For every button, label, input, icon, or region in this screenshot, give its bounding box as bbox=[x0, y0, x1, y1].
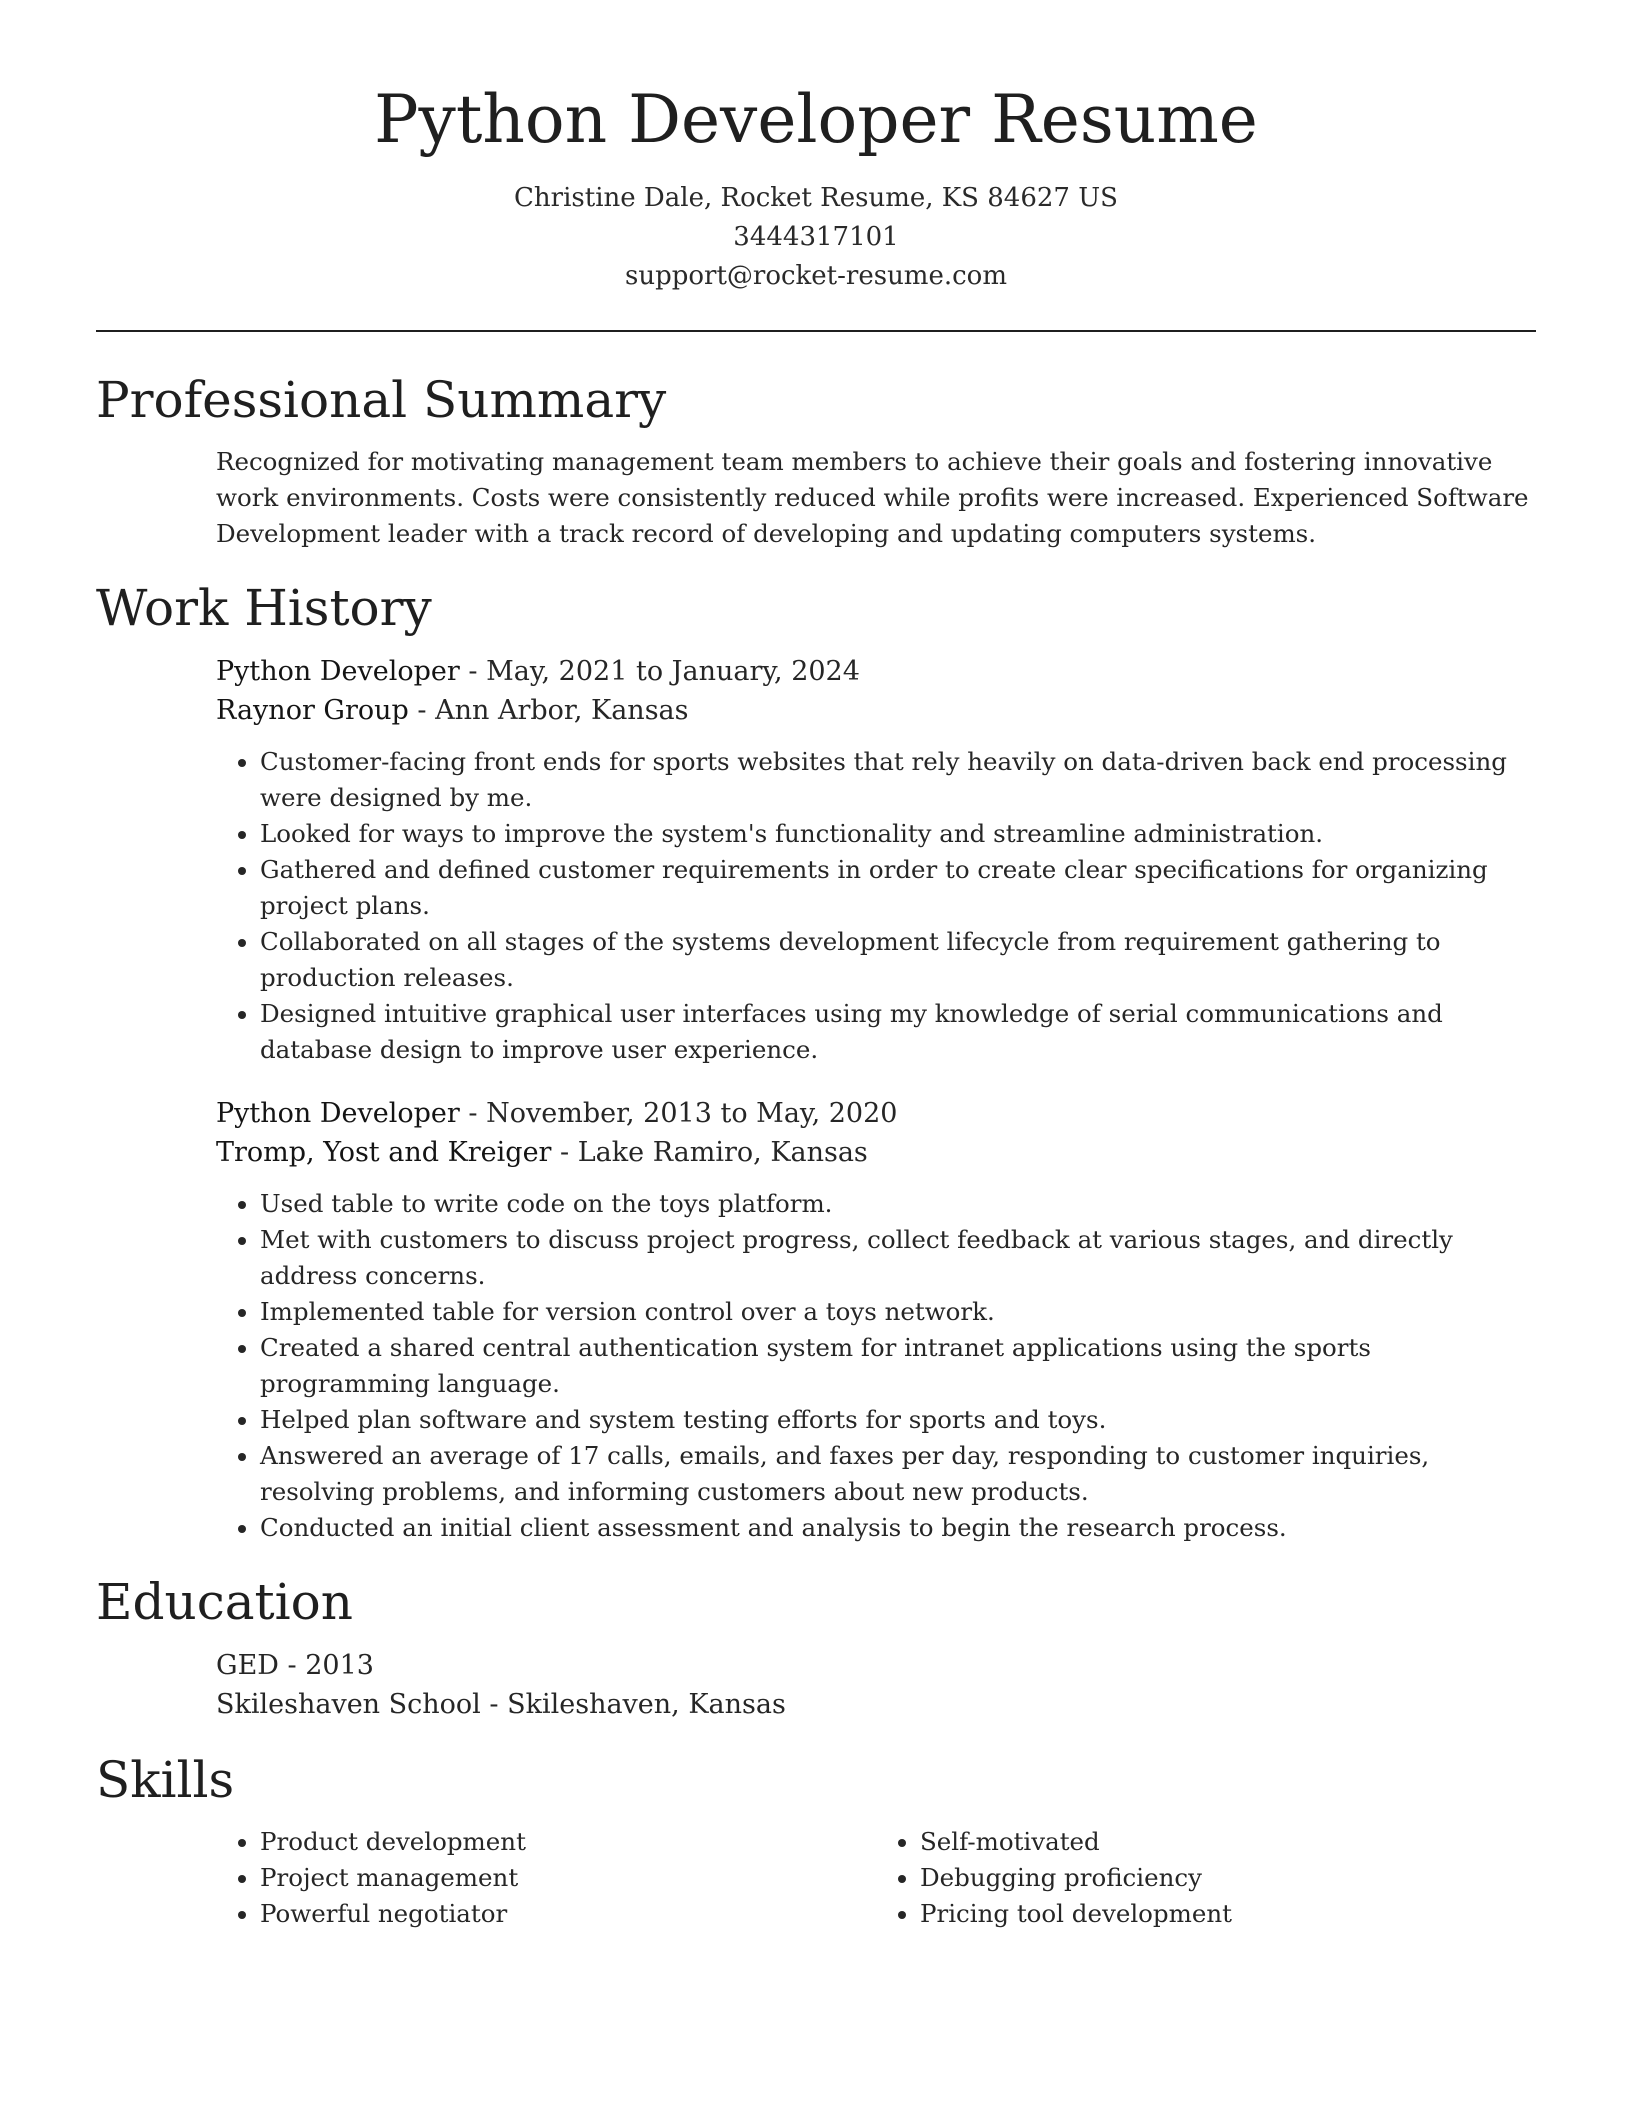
education-year: - 2013 bbox=[278, 1650, 374, 1682]
job-bullets bbox=[216, 1186, 1536, 1546]
job-company: Tromp, Yost and Kreiger bbox=[216, 1137, 552, 1169]
skills-section bbox=[96, 1750, 1536, 1932]
summary-text: Recognized for motivating management team members to achieve their goals and fostering innovative work environments. Costs were consistently reduced while profits were increased. Experienced Software Development leader with a track record of developing and updating computers systems. bbox=[216, 447, 1529, 549]
work-history-section bbox=[96, 578, 1536, 1546]
skill-item: • Powerful negotiator bbox=[260, 1896, 876, 1932]
skills-column-left bbox=[216, 1824, 876, 1932]
resume-header bbox=[96, 80, 1536, 296]
job-bullet: • Collaborated on all stages of the systems development lifecycle from requirement gathering to production releases. bbox=[260, 924, 1536, 996]
job-dates: - November, 2013 to May, 2020 bbox=[459, 1098, 898, 1130]
summary-section bbox=[96, 370, 1536, 552]
contact-block bbox=[96, 179, 1536, 296]
job-bullet: • Implemented table for version control over a toys network. bbox=[260, 1294, 1536, 1330]
job-bullet: • Gathered and defined customer requirements in order to create clear specifications for organizing project plans. bbox=[260, 852, 1536, 924]
education-entry bbox=[216, 1646, 1536, 1724]
job-bullet: • Conducted an initial client assessment and analysis to begin the research process. bbox=[260, 1510, 1536, 1546]
skills-heading: Skills bbox=[96, 1751, 235, 1810]
education-location: - Skileshaven, Kansas bbox=[480, 1689, 786, 1721]
summary-heading: Professional Summary bbox=[96, 371, 667, 430]
skills-column-right bbox=[876, 1824, 1536, 1932]
job-bullet: • Used table to write code on the toys platform. bbox=[260, 1186, 1536, 1222]
skill-item: • Project management bbox=[260, 1860, 876, 1896]
job-bullets bbox=[216, 744, 1536, 1068]
job-title-line bbox=[216, 652, 1536, 691]
job-company-line bbox=[216, 691, 1536, 730]
header-divider bbox=[96, 330, 1536, 332]
skill-item: • Debugging proficiency bbox=[920, 1860, 1536, 1896]
job-entry bbox=[216, 1094, 1536, 1546]
skills-grid bbox=[216, 1824, 1536, 1932]
contact-phone: 3444317101 bbox=[733, 222, 899, 253]
job-bullet: • Designed intuitive graphical user interfaces using my knowledge of serial communications and database design to improve user experience. bbox=[260, 996, 1536, 1068]
skill-item: • Self-motivated bbox=[920, 1824, 1536, 1860]
job-location: - Ann Arbor, Kansas bbox=[408, 695, 689, 727]
contact-address: Christine Dale, Rocket Resume, KS 84627 US bbox=[514, 183, 1118, 214]
education-heading: Education bbox=[96, 1573, 353, 1632]
job-bullet: • Looked for ways to improve the system's functionality and streamline administration. bbox=[260, 816, 1536, 852]
education-degree-line bbox=[216, 1646, 1536, 1685]
job-title-line bbox=[216, 1094, 1536, 1133]
education-school-line bbox=[216, 1685, 1536, 1724]
resume-title: Python Developer Resume bbox=[374, 81, 1258, 158]
education-section bbox=[96, 1572, 1536, 1724]
job-role: Python Developer bbox=[216, 656, 460, 688]
job-dates: - May, 2021 to January, 2024 bbox=[459, 656, 860, 688]
education-school: Skileshaven School bbox=[216, 1689, 481, 1721]
job-company: Raynor Group bbox=[216, 695, 409, 727]
skill-item: • Pricing tool development bbox=[920, 1896, 1536, 1932]
job-role: Python Developer bbox=[216, 1098, 460, 1130]
work-history-heading: Work History bbox=[96, 579, 432, 638]
job-bullet: • Answered an average of 17 calls, emails, and faxes per day, responding to customer inquiries, resolving problems, and informing customers about new products. bbox=[260, 1438, 1536, 1510]
job-entry bbox=[216, 652, 1536, 1068]
job-bullet: • Created a shared central authentication system for intranet applications using the sports programming language. bbox=[260, 1330, 1536, 1402]
education-degree: GED bbox=[216, 1650, 279, 1682]
job-company-line bbox=[216, 1133, 1536, 1172]
job-bullet: • Customer-facing front ends for sports websites that rely heavily on data-driven back end processing were designed by me. bbox=[260, 744, 1536, 816]
job-location: - Lake Ramiro, Kansas bbox=[551, 1137, 868, 1169]
contact-email: support@rocket-resume.com bbox=[624, 261, 1007, 292]
job-bullet: • Helped plan software and system testing efforts for sports and toys. bbox=[260, 1402, 1536, 1438]
skill-item: • Product development bbox=[260, 1824, 876, 1860]
job-bullet: • Met with customers to discuss project progress, collect feedback at various stages, and directly address concerns. bbox=[260, 1222, 1536, 1294]
